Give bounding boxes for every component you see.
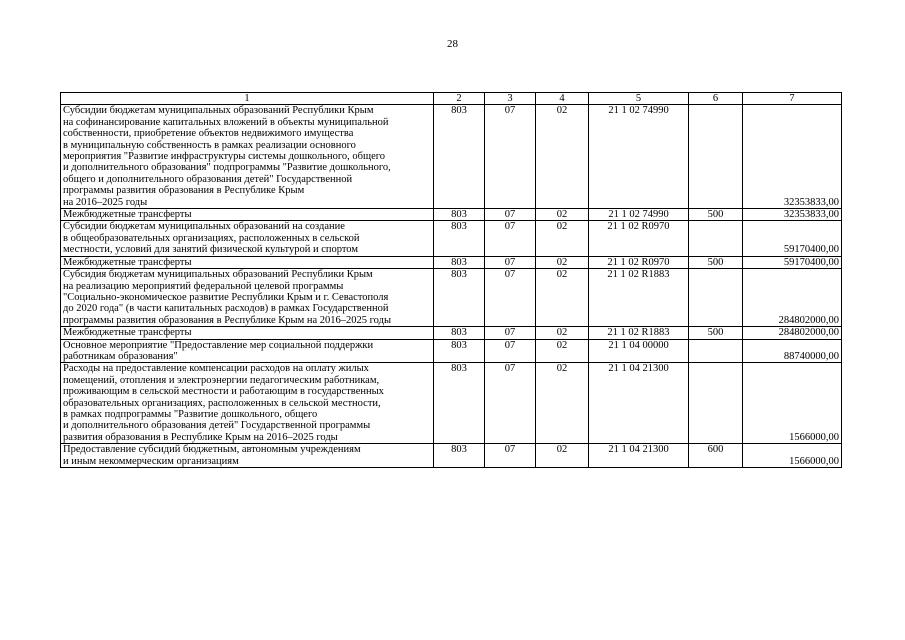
subsection-cell: 02 xyxy=(536,363,589,444)
header-cell-4: 4 xyxy=(536,93,589,105)
ministry-cell: 803 xyxy=(434,327,485,339)
section-cell: 07 xyxy=(485,444,536,468)
target-code-cell: 21 1 02 R0970 xyxy=(589,256,689,268)
amount-cell: 284802000,00 xyxy=(743,269,842,327)
amount-cell: 88740000,00 xyxy=(743,339,842,363)
amount-cell: 1566000,00 xyxy=(743,444,842,468)
header-cell-5: 5 xyxy=(589,93,689,105)
section-cell: 07 xyxy=(485,339,536,363)
amount-cell: 1566000,00 xyxy=(743,363,842,444)
header-cell-2: 2 xyxy=(434,93,485,105)
name-cell: Субсидии бюджетам муниципальных образований Республики Крым на софинансирование капитальных вложений в объекты муниципальной собственности, приобретение объектов недвижимого имущества в муниципальную собственность в рамках реализации основного мероприятия "Развитие инфраструктуры системы дошкольного, общего и дополнительного образования" подпрограммы "Развитие дошкольного, общего и дополнительного образования детей" Государственной программы развития образования в Республике Крым на 2016–2025 годы xyxy=(61,105,434,209)
section-cell: 07 xyxy=(485,105,536,209)
name-cell: Основное мероприятие "Предоставление мер социальной поддержки работникам образования" xyxy=(61,339,434,363)
ministry-cell: 803 xyxy=(434,221,485,256)
target-code-cell: 21 1 02 74990 xyxy=(589,209,689,221)
expense-type-cell xyxy=(689,221,743,256)
ministry-cell: 803 xyxy=(434,269,485,327)
ministry-cell: 803 xyxy=(434,256,485,268)
ministry-cell: 803 xyxy=(434,209,485,221)
name-cell: Субсидия бюджетам муниципальных образований Республики Крым на реализацию мероприятий федеральной целевой программы "Социально-экономическое развитие Республики Крым и г. Севастополя до 2020 года" (в части капитальных расходов) в рамках Государственной программы развития образования в Республике Крым на 2016–2025 годы xyxy=(61,269,434,327)
ministry-cell: 803 xyxy=(434,363,485,444)
header-cell-1: 1 xyxy=(61,93,434,105)
expense-type-cell: 600 xyxy=(689,444,743,468)
subsection-cell: 02 xyxy=(536,444,589,468)
table-row xyxy=(61,221,842,256)
table-row xyxy=(61,209,842,221)
section-cell: 07 xyxy=(485,256,536,268)
subsection-cell: 02 xyxy=(536,209,589,221)
table-row xyxy=(61,339,842,363)
expense-type-cell: 500 xyxy=(689,327,743,339)
amount-cell: 284802000,00 xyxy=(743,327,842,339)
header-cell-7: 7 xyxy=(743,93,842,105)
amount-cell: 59170400,00 xyxy=(743,256,842,268)
expense-type-cell xyxy=(689,105,743,209)
section-cell: 07 xyxy=(485,269,536,327)
amount-cell: 59170400,00 xyxy=(743,221,842,256)
section-cell: 07 xyxy=(485,327,536,339)
amount-cell: 32353833,00 xyxy=(743,105,842,209)
target-code-cell: 21 1 04 00000 xyxy=(589,339,689,363)
name-cell: Предоставление субсидий бюджетным, автономным учреждениям и иным некоммерческим организациям xyxy=(61,444,434,468)
subsection-cell: 02 xyxy=(536,339,589,363)
expense-type-cell xyxy=(689,363,743,444)
target-code-cell: 21 1 02 R1883 xyxy=(589,327,689,339)
subsection-cell: 02 xyxy=(536,105,589,209)
subsection-cell: 02 xyxy=(536,221,589,256)
subsection-cell: 02 xyxy=(536,256,589,268)
table-row xyxy=(61,105,842,209)
target-code-cell: 21 1 02 74990 xyxy=(589,105,689,209)
ministry-cell: 803 xyxy=(434,444,485,468)
header-row xyxy=(61,93,842,105)
target-code-cell: 21 1 04 21300 xyxy=(589,363,689,444)
target-code-cell: 21 1 02 R1883 xyxy=(589,269,689,327)
amount-cell: 32353833,00 xyxy=(743,209,842,221)
subsection-cell: 02 xyxy=(536,327,589,339)
table-row xyxy=(61,327,842,339)
section-cell: 07 xyxy=(485,221,536,256)
section-cell: 07 xyxy=(485,363,536,444)
section-cell: 07 xyxy=(485,209,536,221)
header-cell-3: 3 xyxy=(485,93,536,105)
budget-table xyxy=(60,92,842,468)
target-code-cell: 21 1 02 R0970 xyxy=(589,221,689,256)
name-cell: Расходы на предоставление компенсации расходов на оплату жилых помещений, отопления и электроэнергии педагогическим работникам, проживающим в сельской местности и работающим в государственных образовательных организациях, расположенных в сельской местности, в рамках подпрограммы "Развитие дошкольного, общего и дополнительного образования детей" Государственной программы развития образования в Республике Крым на 2016–2025 годы xyxy=(61,363,434,444)
table-row xyxy=(61,444,842,468)
page-number: 28 xyxy=(447,38,458,50)
name-cell: Межбюджетные трансферты xyxy=(61,209,434,221)
ministry-cell: 803 xyxy=(434,105,485,209)
name-cell: Межбюджетные трансферты xyxy=(61,327,434,339)
table-body xyxy=(61,93,842,468)
table-row xyxy=(61,363,842,444)
ministry-cell: 803 xyxy=(434,339,485,363)
expense-type-cell: 500 xyxy=(689,209,743,221)
expense-type-cell xyxy=(689,269,743,327)
name-cell: Субсидии бюджетам муниципальных образований на создание в общеобразовательных организациях, расположенных в сельской местности, условий для занятий физической культурой и спортом xyxy=(61,221,434,256)
table-row xyxy=(61,269,842,327)
expense-type-cell xyxy=(689,339,743,363)
header-cell-6: 6 xyxy=(689,93,743,105)
table-row xyxy=(61,256,842,268)
subsection-cell: 02 xyxy=(536,269,589,327)
expense-type-cell: 500 xyxy=(689,256,743,268)
name-cell: Межбюджетные трансферты xyxy=(61,256,434,268)
target-code-cell: 21 1 04 21300 xyxy=(589,444,689,468)
